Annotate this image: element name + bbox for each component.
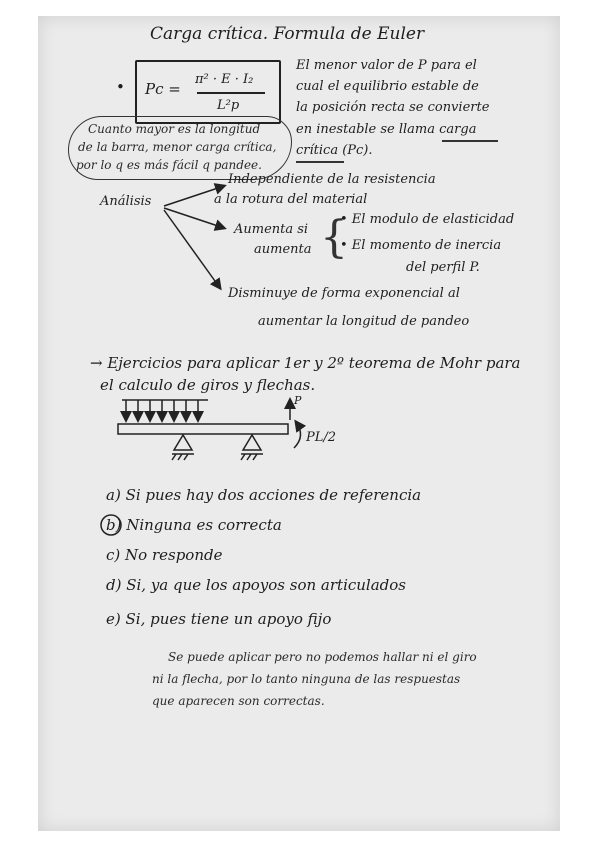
branch2-item-1: • El modulo de elasticidad	[340, 212, 515, 227]
distributed-load-arrows	[126, 400, 198, 420]
branch3-line-1: Disminuye de forma exponencial al	[228, 286, 460, 301]
branch2-item-3: del perfil P.	[406, 260, 480, 275]
option-e: e) Si, pues tiene un apoyo fijo	[106, 610, 332, 628]
moment-label: PL/2	[306, 430, 337, 445]
branch1-line-1: Independiente de la resistencia	[228, 172, 436, 187]
definition-line-4: en inestable se llama carga	[296, 122, 477, 137]
option-c: c) No responde	[106, 546, 223, 564]
bubble-line-1: Cuanto mayor es la longitud	[88, 122, 261, 136]
final-note-3: que aparecen son correctas.	[152, 694, 325, 708]
bubble-line-3: por lo q es más fácil q pandee.	[76, 158, 262, 172]
final-note-2: ni la flecha, por lo tanto ninguna de las respuestas	[152, 672, 461, 686]
arrow-branch-1	[164, 186, 224, 206]
formula-numerator: π² · E · I₂	[195, 72, 254, 87]
option-b: b) Ninguna es correcta	[106, 516, 282, 534]
branch2-item-2: • El momento de inercia	[340, 238, 502, 253]
notebook-page	[38, 16, 560, 831]
definition-line-5: crítica (Pc).	[296, 143, 373, 158]
exercise-heading-2: el calculo de giros y flechas.	[100, 376, 316, 394]
brace: {	[320, 212, 348, 263]
option-a: a) Si pues hay dos acciones de referencia	[106, 486, 422, 504]
branch2-label-2: aumenta	[254, 242, 312, 257]
final-note-1: Se puede aplicar pero no podemos hallar ni el giro	[168, 650, 477, 664]
definition-line-1: El menor valor de P para el	[296, 58, 477, 73]
formula-denominator: L²p	[217, 98, 240, 113]
bubble-line-2: de la barra, menor carga crítica,	[78, 140, 277, 154]
branch3-line-2: aumentar la longitud de pandeo	[258, 314, 470, 329]
exercise-heading-1: → Ejercicios para aplicar 1er y 2º teorema de Mohr para	[90, 354, 521, 372]
definition-line-3: la posición recta se convierte	[296, 100, 490, 115]
beam-diagram	[101, 400, 301, 535]
branch1-line-2: a la rotura del material	[214, 192, 368, 207]
formula-lhs: Pc =	[145, 80, 181, 98]
support-pin-2	[241, 435, 263, 460]
moment-arrow	[294, 422, 301, 448]
point-load-label: P	[294, 394, 302, 407]
beam	[118, 424, 288, 434]
bullet-dot: •	[116, 78, 125, 96]
arrow-branch-3	[164, 210, 220, 288]
analysis-label: Análisis	[100, 194, 152, 209]
page-title: Carga crítica. Formula de Euler	[150, 24, 425, 44]
option-d: d) Si, ya que los apoyos son articulados	[106, 576, 406, 594]
sketch-layer	[38, 16, 560, 831]
arrow-branch-2	[164, 208, 224, 228]
branch2-label-1: Aumenta si	[234, 222, 309, 237]
definition-line-2: cual el equilibrio estable de	[296, 79, 479, 94]
support-pin-1	[172, 435, 194, 460]
